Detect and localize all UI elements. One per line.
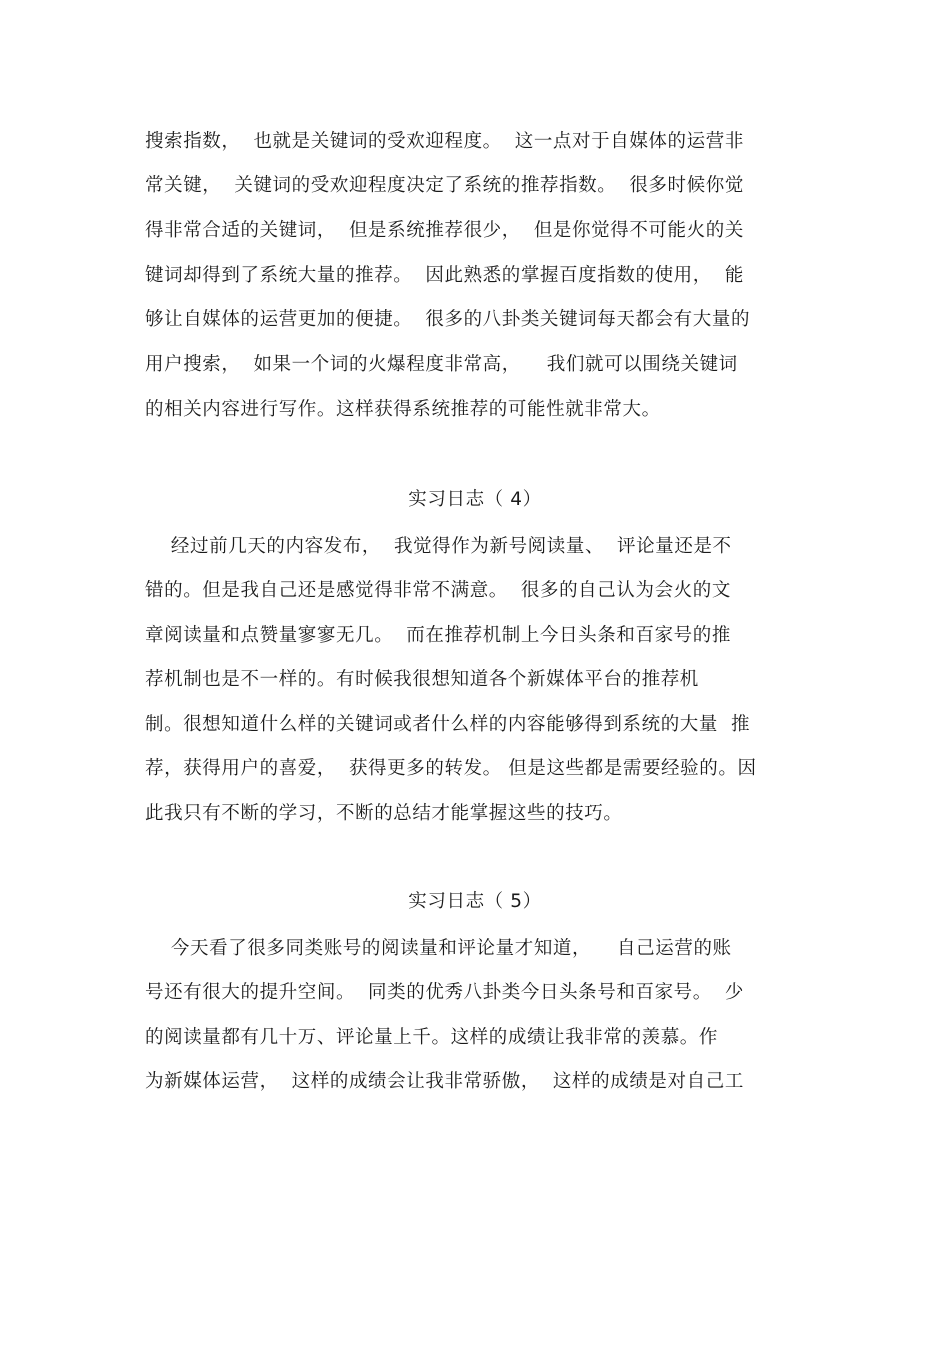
- text-line: 的相关内容进行写作。这样获得系统推荐的可能性就非常大。: [145, 399, 661, 420]
- text-line: 荐机制也是不一样的。有时候我很想知道各个新媒体平台的推荐机: [145, 669, 699, 690]
- text-line: 制。很想知道什么样的关键词或者什么样的内容能够得到系统的大量 推: [145, 714, 751, 735]
- text-line: 今天看了很多同类账号的阅读量和评论量才知道， 自己运营的账: [145, 938, 732, 959]
- text-line: 此我只有不断的学习，不断的总结才能掌握这些的技巧。: [145, 803, 623, 824]
- section-heading: 实习日志（ 5）: [408, 891, 542, 912]
- text-line: 搜索指数， 也就是关键词的受欢迎程度。 这一点对于自媒体的运营非: [145, 131, 744, 152]
- text-line: 用户搜索， 如果一个词的火爆程度非常高， 我们就可以围绕关键词: [145, 354, 738, 375]
- text-line: 为新媒体运营， 这样的成绩会让我非常骄傲， 这样的成绩是对自己工: [145, 1071, 744, 1092]
- text-line: 经过前几天的内容发布， 我觉得作为新号阅读量、 评论量还是不: [145, 536, 732, 557]
- text-line: 号还有很大的提升空间。 同类的优秀八卦类今日头条号和百家号。 少: [145, 982, 744, 1003]
- section-heading: 实习日志（ 4）: [408, 489, 542, 510]
- text-line: 的阅读量都有几十万、评论量上千。这样的成绩让我非常的羡慕。作: [145, 1027, 719, 1048]
- text-line: 章阅读量和点赞量寥寥无几。 而在推荐机制上今日头条和百家号的推: [145, 625, 731, 646]
- text-line: 键词却得到了系统大量的推荐。 因此熟悉的掌握百度指数的使用， 能: [145, 265, 744, 286]
- text-line: 得非常合适的关键词， 但是系统推荐很少， 但是你觉得不可能火的关: [145, 220, 744, 241]
- text-line: 荐，获得用户的喜爱， 获得更多的转发。 但是这些都是需要经验的。因: [145, 758, 757, 779]
- text-line: 常关键， 关键词的受欢迎程度决定了系统的推荐指数。 很多时候你觉: [145, 175, 744, 196]
- text-line: 错的。但是我自己还是感觉得非常不满意。 很多的自己认为会火的文: [145, 580, 731, 601]
- text-line: 够让自媒体的运营更加的便捷。 很多的八卦类关键词每天都会有大量的: [145, 309, 751, 330]
